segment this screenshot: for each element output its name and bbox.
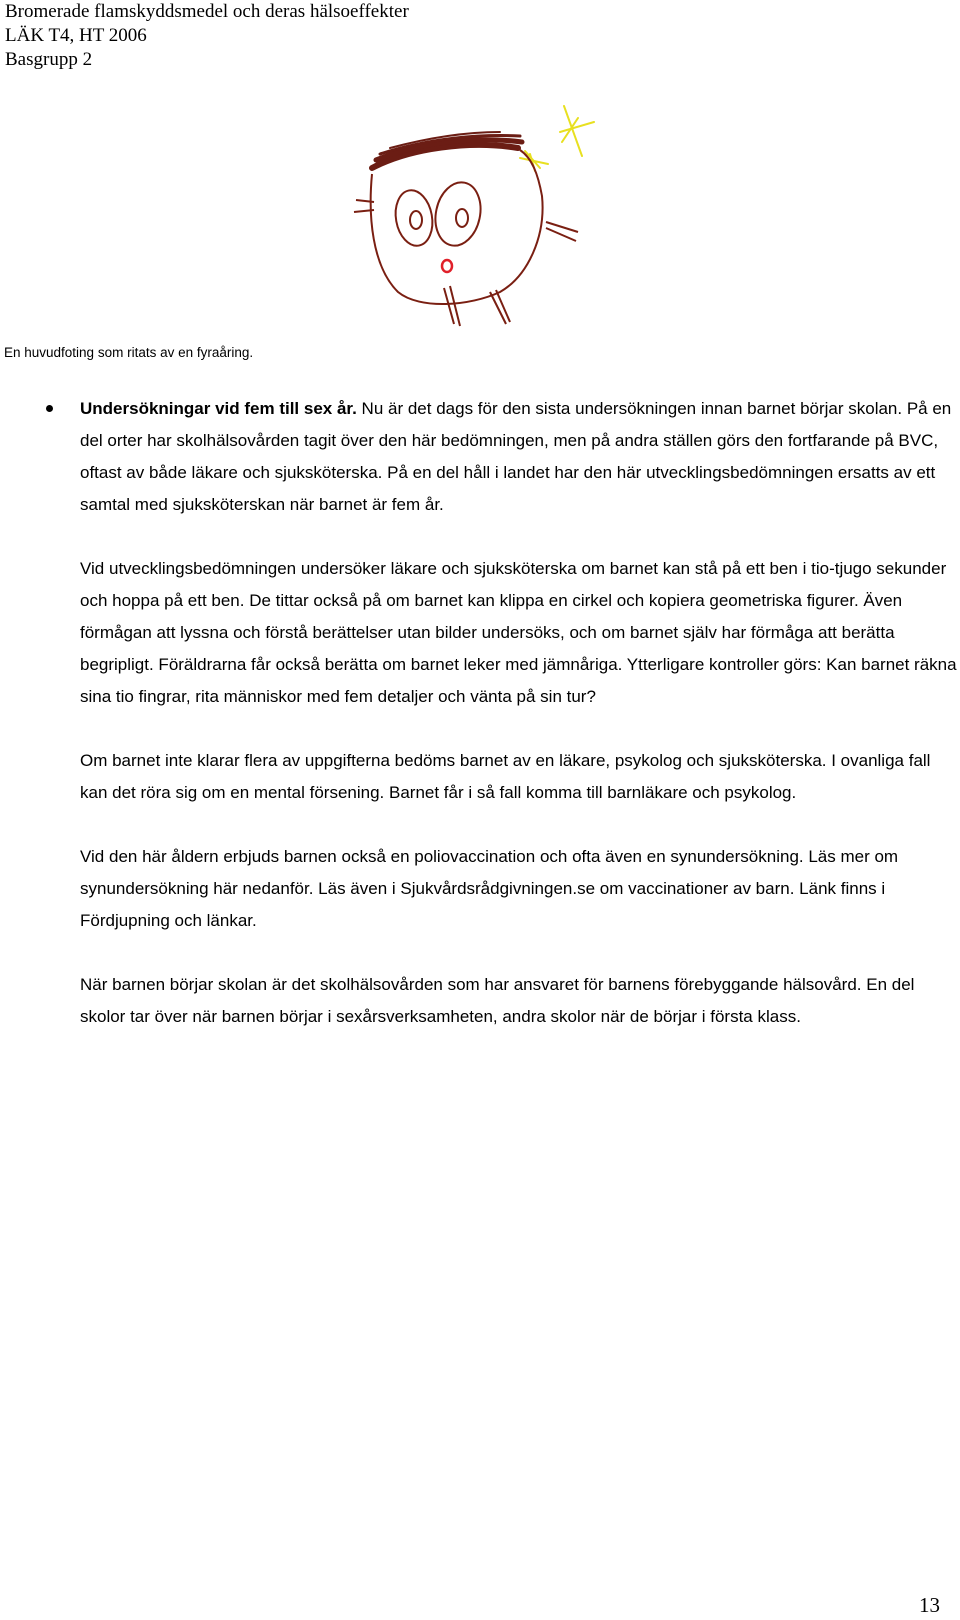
page-number: 13 <box>919 1593 940 1617</box>
paragraph-school-health: När barnen börjar skolan är det skolhälsovården som har ansvaret för barnens förebyggande hälsovård. En del skolor tar över när barnen börjar i sexårsverksamheten, andra skolor när de börjar i första klass. <box>80 975 915 1026</box>
bullet-paragraph <box>80 393 960 521</box>
face-outline <box>371 150 543 304</box>
document-header <box>5 0 409 72</box>
section-intro: Nu är det dags för den sista undersökningen innan barnet börjar skolan. På en del orter har skolhälsovården tagit över den här bedömningen, men på andra ställen görs den fortfarande på BVC, oftast av både läkare och sjuksköterska. På en del håll i landet har den här utvecklingsbedömningen ersatts av ett samtal med sjuksköterskan när barnet är fem år. <box>80 399 952 514</box>
nose <box>442 260 452 272</box>
section-heading: Undersökningar vid fem till sex år. <box>80 399 357 418</box>
figure-caption: En huvudfoting som ritats av en fyraåring. <box>4 345 254 360</box>
bullet-icon <box>46 405 53 412</box>
eyes <box>391 178 486 250</box>
paragraph-vaccination: Vid den här åldern erbjuds barnen också en poliovaccination och ofta även en synundersökning. Läs mer om synundersökning här nedanför. Läs även i Sjukvårdsrådgivningen.se om vaccinationer av barn. Länk finns i Fördjupning och länkar. <box>80 847 899 930</box>
hair-strokes <box>372 132 522 168</box>
child-drawing-figure <box>350 96 620 341</box>
main-content <box>80 393 960 1065</box>
paragraph-referral: Om barnet inte klarar flera av uppgifterna bedöms barnet av en läkare, psykolog och sjuksköterska. I ovanliga fall kan det röra sig om en mental försening. Barnet får i så fall komma till barnläkare och psykolog. <box>80 751 931 802</box>
header-course: LÄK T4, HT 2006 <box>5 25 147 46</box>
header-group: Basgrupp 2 <box>5 49 93 70</box>
header-title: Bromerade flamskyddsmedel och deras hälsoeffekter <box>5 1 409 22</box>
paragraph-assessment: Vid utvecklingsbedömningen undersöker läkare och sjuksköterska om barnet kan stå på ett ben i tio-tjugo sekunder och hoppa på ett ben. De tittar också på om barnet kan klippa en cirkel och kopiera geometriska figurer. Även förmågan att lyssna och förstå berättelser utan bilder undersöks, och om barnet själv har förmåga att berätta begripligt. Föräldrarna får också berätta om barnet leker med jämnåriga. Ytterligare kontroller görs: Kan barnet räkna sina tio fingrar, rita människor med fem detaljer och vänta på sin tur? <box>80 559 957 706</box>
ears <box>354 200 578 241</box>
